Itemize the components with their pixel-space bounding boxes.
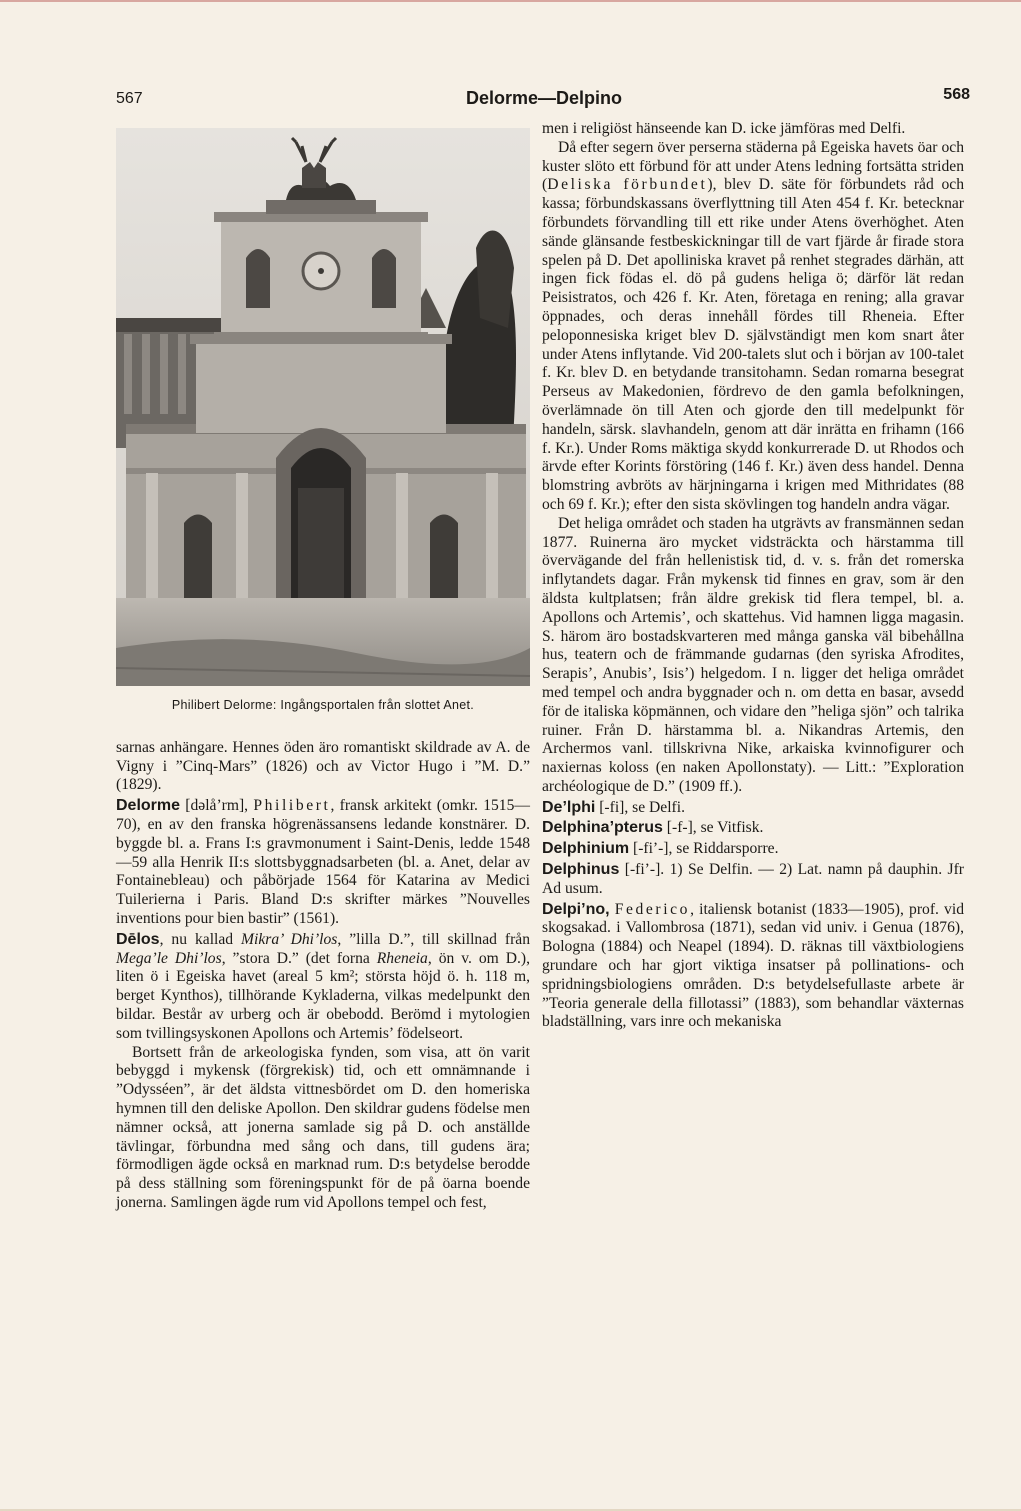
headword-delos: Dēlos <box>116 930 160 948</box>
running-title: Delorme—Delpino <box>465 88 623 108</box>
entry-delphi: De’lphi [-fi], se Delfi. <box>542 798 685 816</box>
entry-delpino: Delpi’no, Federico, italiensk botanist (1833—1905), prof. vid skogsakad. i Vallombrosa (1871), sedan vid univ. i Genua (1876), Bologna (1884) och Neapel (1894). D. räknas till växtbiologiens grundare och har gjort viktiga insatser på pollinations- och spridningsbiologiens områden. D:s betydelsefullaste arbete är ”Teoria generale della fillotassi” (1883), som behandlar växternas bladställning, vars inre och mekaniska <box>542 900 964 1031</box>
running-header <box>116 86 972 112</box>
page-number-right: 568 <box>943 86 970 103</box>
left-column <box>116 128 530 1213</box>
headword-delorme: Delorme <box>116 797 181 815</box>
paragraph-continuation: sarnas anhängare. Hennes öden äro romantiskt skildrade av A. de Vigny i ”Cinq-Mars” (1826) och av Victor Hugo i ”M. D.” (1829). <box>116 738 530 794</box>
entry-delphinapterus: Delphina’pterus [-f-], se Vitfisk. <box>542 819 764 837</box>
portal-illustration <box>116 128 530 686</box>
paragraph-bortsett: Bortsett från de arkeologiska fynden, som visa, att ön varit bebyggd i mykensk (förgrekisk) tid, och ett omnämnande i ”Odysséen”, är det äldsta vittnesbördet om D. den homeriska hymnen till den deliske Apollon. Den skildrar gudens födelse men nämner också, att jonerna samlade sig på D. och anställde tävlingar, förbundna med sång och dans, till gudens ära; förmodligen ägde också en marknad rum. D:s betydelse berodde på dess ställning som föreningspunkt för de på öarna boende jonerna. Samlingen ägde rum vid Apollons tempel och fest, <box>116 1043 530 1211</box>
paragraph-perserna: Då efter segern över perserna städerna på Egeiska havets öar och kuster slöto ett förbund för att under Atens ledning fortsätta striden (Deliska förbundet), blev D. säte för förbundets råd och kassa; förbundskassans överflyttning till Aten 454 f. Kr. betecknar förbundets förvandling till ett rike under Atens överhöghet. Aten sände glänsande festbeskickningar till de vart fjärde år firade stora spelen på D. Det apolliniska kravet på renhet stegrades därhän, att ingen fick födas el. dö på gudens heliga ö; därför lät redan Peisistratos, och 426 f. Kr. Aten, företaga en rening; alla gravar öppnades, och deras innehåll fördes till Rheneia. Efter peloponnesiska kriget blev D. självständigt men kom snart åter under Atens inflytande. Vid 200-talets slut och i början av 100-talet f. Kr. blev D. en betydande transitohamn. Sedan romarna besegrat Perseus av Makedonien, fördrevo de den gamla befolkningen, överlämnade ön till Aten och gjorde den till medelpunkt för handeln, särsk. slavhandeln, genom att där inrätta en frihamn (166 f. Kr.). Under Roms mäktiga skydd konkurrerade D. ut Rhodos och ärvde efter Korints förstöring (146 f. Kr.) även dess handel. Denna blomstring avbröts av härjningarna i krigen med Mithridates (88 och 69 f. Kr.); efter den sista skövlingen tog handeln andra vägar. <box>542 138 964 513</box>
entry-delphinus: Delphinus [-fi’-]. 1) Se Delfin. — 2) Lat. namn på dauphin. Jfr Ad usum. <box>542 861 964 897</box>
entry-delphinium: Delphinium [-fi’-], se Riddarsporre. <box>542 840 779 858</box>
entry-delos: Dēlos, nu kallad Mikra’ Dhi’los, ”lilla D.”, till skillnad från Mega’le Dhi’los, ”stora D.” (det forna Rheneia, ön v. om D.), liten ö i Egeiska havet (areal 5 km²; största höjd ö. h. 118 m, berget Kynthos), tillhörande Kykladerna, vilkas medelpunkt den bildar. Består av urberg och är obebodd. Berömd i mytologien som tvillingsyskonen Apollons och Artemis’ födelseort. <box>116 930 530 1042</box>
page-number-left: 567 <box>116 90 143 107</box>
page-top-edge <box>0 0 1021 2</box>
right-column <box>542 120 964 1032</box>
figure-caption: Philibert Delorme: Ingångsportalen från slottet Anet. <box>171 698 475 712</box>
anet-portal-photo <box>116 128 530 686</box>
entry-delorme: Delorme [dəlå’rm], Philibert, fransk arkitekt (omkr. 1515—70), en av den franska högrenässansens ledande konstnärer. D. byggde bl. a. Frans I:s gravmonument i Saint-Denis, ledde 1548—59 alla Henrik II:s slottsbyggnadsarbeten (bl. a. Anet, delar av Fontainebleau) och påbörjade 1564 för Katarina av Medici Tuilerierna i Paris. Bland D:s skrifter märkes ”Nouvelles inventions pour bien bastir” (1561). <box>116 797 530 927</box>
paragraph-utgravts: Det heliga området och staden ha utgrävts av fransmännen sedan 1877. Ruinerna äro mycket vidsträckta och härstamma till övervägande del från hellenistisk tid, d. v. s. från det romerska inflytandets dagar. Från mykensk tid finnes en grav, som är den äldsta kultplatsen; från äldre grekisk tid flera tempel, bl. a. Apollons och Artemis’, och skattehus. Vid hamnen ligga magasin. S. härom äro bostadskvarteren med många ganska väl bibehållna hus, teatern och de främmande gudarnas (den syriska Afrodites, Serapis’, Anubis’, Isis’) helgedom. I n. ligger det heliga området med tempel och andra byggnader och n. om detta en basar, avsedd för de italiska köpmännen, och vidare den ”heliga sjön” och talrika ruiner. Från D. härstamma bl. a. Nikandras Artemis, den Archermos vanl. tillskrivna Nike, arkaiska kvinnofigurer och naxiernas koloss (en naken Apollonstaty). — Litt.: ”Exploration archéologique de D.” (1909 ff.). <box>542 514 964 795</box>
paragraph-delfi: men i religiöst hänseende kan D. icke jämföras med Delfi. <box>542 120 906 137</box>
